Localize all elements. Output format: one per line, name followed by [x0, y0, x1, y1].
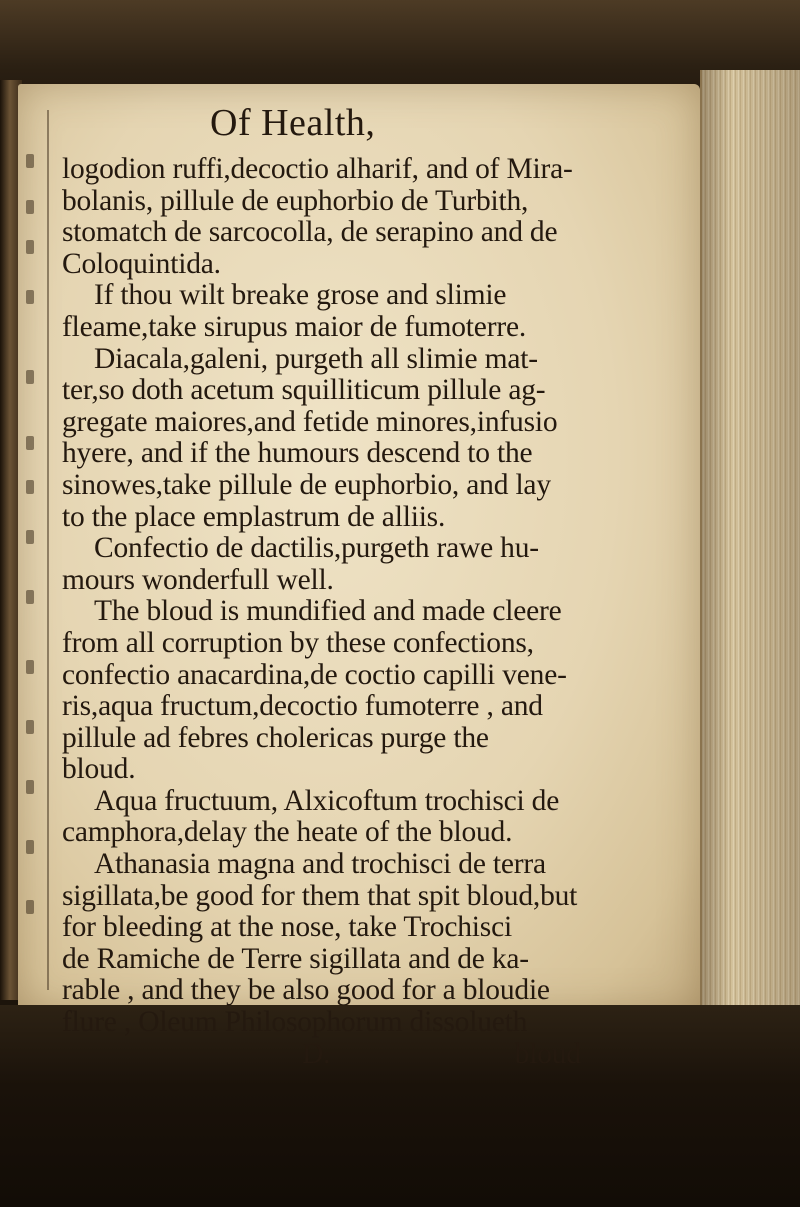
signature-line [62, 1039, 692, 1071]
margin-mark [26, 660, 34, 674]
text-line: bloud. [62, 753, 136, 786]
text-line: stomatch de sarcocolla, de serapino and de [62, 216, 558, 249]
text-line: ris,aqua fructum,decoctio fumoterre , and [62, 690, 543, 723]
margin-mark [26, 480, 34, 494]
text-line: from all corruption by these confections, [62, 626, 534, 659]
text-line: mours wonderfull well. [62, 563, 334, 596]
text-line: flure , Oleum Philosophorum dissolueth [62, 1006, 528, 1039]
signature-mark: D. [302, 1037, 331, 1070]
text-line: bolanis, pillule de euphorbio de Turbith, [62, 184, 529, 217]
text-line: The bloud is mundified and made cleere [94, 595, 562, 628]
text-line: de Ramiche de Terre sigillata and de ka- [62, 942, 529, 975]
text-line: hyere, and if the humours descend to the [62, 437, 533, 470]
text-line: to the place emplastrum de alliis. [62, 500, 446, 533]
text-line: logodion ruffi,decoctio alharif, and of Mira- [62, 153, 573, 185]
margin-mark [26, 370, 34, 384]
top-shadow [0, 0, 800, 95]
text-line: gregate maiores,and fetide minores,infusio [62, 405, 558, 438]
text-line: If thou wilt breake grose and slimie [94, 279, 507, 312]
text-line: Coloquintida. [62, 247, 221, 280]
text-line: Athanasia magna and trochisci de terra [94, 848, 546, 881]
margin-mark [26, 530, 34, 544]
text-line: fleame,take sirupus maior de fumoterre. [62, 310, 527, 343]
text-line: for bleeding at the nose, take Trochisci [62, 911, 512, 944]
text-line: ter,so doth acetum squilliticum pillule ag- [62, 374, 546, 407]
text-block [62, 100, 692, 1070]
margin-mark [26, 720, 34, 734]
text-line: Aqua fructuum, Alxicoftum trochisci de [94, 784, 560, 817]
margin-rule [47, 110, 49, 990]
text-line: confectio anacardina,de coctio capilli vene- [62, 658, 567, 691]
margin-mark [26, 436, 34, 450]
text-line: pillule ad febres cholericas purge the [62, 721, 489, 754]
margin-mark [26, 840, 34, 854]
margin-mark [26, 240, 34, 254]
text-line: camphora,delay the heate of the bloud. [62, 816, 513, 849]
margin-mark [26, 154, 34, 168]
text-line: rable , and they be also good for a bloudie [62, 974, 550, 1007]
text-line: Confectio de dactilis,purgeth rawe hu- [94, 532, 539, 565]
text-line: Diacala,galeni, purgeth all slimie mat- [94, 342, 538, 375]
margin-mark [26, 780, 34, 794]
catchword: bloud [514, 1037, 581, 1070]
text-line: sigillata,be good for them that spit bloud,but [62, 879, 578, 912]
running-head: Of Health, [210, 102, 376, 144]
margin-mark [26, 200, 34, 214]
text-line: sinowes,take pillule de euphorbio, and lay [62, 468, 551, 501]
margin-marks [22, 140, 46, 970]
page-edges [700, 70, 800, 1060]
margin-mark [26, 290, 34, 304]
margin-mark [26, 590, 34, 604]
margin-mark [26, 900, 34, 914]
